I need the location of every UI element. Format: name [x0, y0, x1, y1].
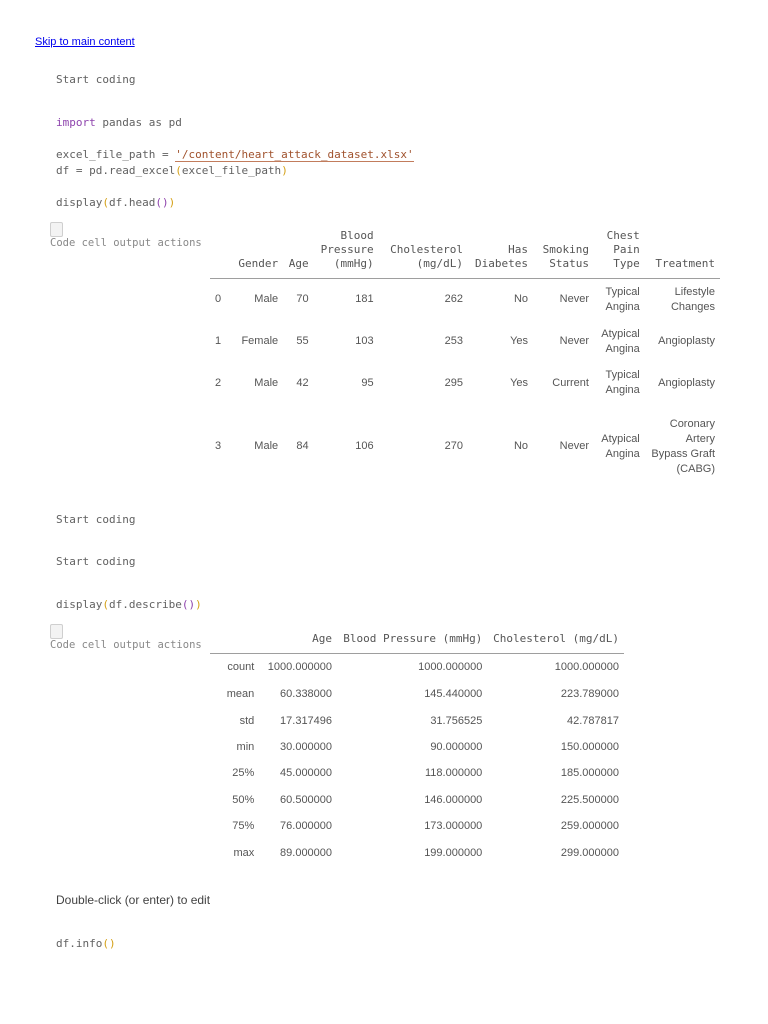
cell-blood-pressure: 103	[355, 335, 374, 347]
display-describe-line[interactable]	[56, 597, 202, 613]
cell-blood-pressure: 95	[361, 376, 374, 389]
cell-treatment: Angioplasty	[658, 376, 715, 389]
cell-blood-pressure: 106	[355, 440, 374, 452]
cell-cholesterol: 185.000000	[560, 767, 619, 780]
read-open-paren: (	[175, 164, 182, 177]
cell-age: 42	[296, 376, 309, 389]
output-actions-button[interactable]	[50, 222, 63, 237]
cell-age: 30.000000	[280, 740, 333, 753]
cell-gender: Male	[254, 376, 279, 389]
cell-blood-pressure: 145.440000	[424, 688, 483, 701]
df-info-prefix: df.info	[56, 937, 103, 950]
table-row	[210, 761, 624, 787]
cell-cholesterol: 223.789000	[560, 688, 619, 701]
row-stat-label: std	[239, 714, 255, 727]
display-head-close: )	[168, 196, 176, 209]
cell-blood-pressure: 199.000000	[424, 846, 483, 859]
table-row	[210, 708, 624, 734]
cell-cholesterol: 262	[444, 293, 464, 306]
import-line[interactable]	[56, 115, 182, 131]
df-info-parens: ()	[102, 937, 116, 950]
cell-chest-pain-type: Atypical Angina	[601, 327, 640, 355]
row-index: 1	[215, 335, 222, 347]
cell-chest-pain-type: Atypical Angina	[601, 432, 640, 460]
column-header-age: Age	[259, 632, 337, 654]
cell-chest-pain-type: Typical Angina	[605, 285, 640, 313]
cell-blood-pressure: 146.000000	[424, 793, 483, 806]
row-index: 2	[215, 376, 222, 389]
path-prefix: excel_file_path =	[56, 148, 176, 161]
row-stat-label: mean	[226, 688, 255, 701]
table-row	[210, 321, 720, 363]
cell-treatment: Lifestyle Changes	[670, 285, 715, 313]
start-coding-placeholder[interactable]: Start coding	[56, 513, 136, 526]
cell-age: 76.000000	[280, 820, 333, 833]
cell-blood-pressure: 173.000000	[424, 820, 483, 833]
cell-age: 70	[296, 293, 309, 306]
cell-smoking-status: Never	[559, 335, 589, 347]
cell-cholesterol: 225.500000	[560, 793, 619, 806]
display-head-prefix: display	[56, 196, 103, 209]
start-coding-placeholder[interactable]: Start coding	[56, 555, 136, 568]
path-string: '/content/heart_attack_dataset.xlsx'	[175, 148, 414, 161]
table-row	[210, 404, 720, 490]
row-stat-label: count	[227, 661, 255, 674]
table-row	[210, 279, 720, 321]
cell-treatment: Coronary Artery Bypass Graft (CABG)	[651, 417, 715, 475]
row-stat-label: min	[236, 740, 255, 753]
cell-has-diabetes: No	[513, 440, 529, 452]
skip-to-main-content-link[interactable]: Skip to main content	[35, 36, 135, 48]
column-header-cholesterol: Cholesterol (mg/dL)	[379, 229, 468, 279]
cell-smoking-status: Current	[552, 376, 589, 389]
table-row	[210, 813, 624, 839]
display-describe-open: (	[102, 598, 109, 611]
column-header-smoking-status: Smoking Status	[533, 229, 594, 279]
import-keyword: import	[56, 116, 96, 129]
display-head-inner: df.head	[108, 196, 156, 209]
index-header	[210, 632, 259, 654]
display-describe-close: )	[195, 598, 202, 611]
import-rest: pandas as pd	[95, 116, 182, 129]
output-actions-label: Code cell output actions	[50, 639, 202, 651]
cell-cholesterol: 150.000000	[560, 740, 619, 753]
cell-blood-pressure: 90.000000	[430, 740, 483, 753]
cell-age: 17.317496	[280, 714, 333, 727]
table-row	[210, 654, 624, 682]
column-header-gender: Gender	[228, 229, 283, 279]
read-excel-line[interactable]	[56, 163, 288, 179]
cell-treatment: Angioplasty	[658, 335, 715, 347]
display-describe-prefix: display	[56, 598, 103, 611]
column-header-cholesterol: Cholesterol (mg/dL)	[487, 632, 624, 654]
df-info-line[interactable]	[56, 936, 116, 952]
cell-age: 60.500000	[280, 793, 333, 806]
read-close-paren: )	[281, 164, 288, 177]
cell-age: 1000.000000	[267, 661, 333, 674]
index-header	[210, 229, 228, 279]
output-actions-button[interactable]	[50, 624, 63, 639]
cell-has-diabetes: No	[513, 293, 529, 306]
display-head-open: (	[102, 196, 109, 209]
cell-smoking-status: Never	[559, 293, 589, 306]
column-header-treatment: Treatment	[645, 229, 720, 279]
cell-has-diabetes: Yes	[510, 335, 529, 347]
cell-gender: Female	[241, 335, 279, 347]
path-line[interactable]	[56, 147, 414, 163]
row-stat-label: max	[233, 846, 255, 859]
display-describe-inner: df.describe	[108, 598, 182, 611]
column-header-age: Age	[283, 229, 313, 279]
cell-blood-pressure: 118.000000	[425, 767, 483, 780]
read-prefix: df = pd.read_excel	[56, 164, 176, 177]
read-arg: excel_file_path	[181, 164, 282, 177]
table-row	[210, 734, 624, 760]
cell-gender: Male	[254, 440, 279, 452]
markdown-cell-placeholder[interactable]: Double-click (or enter) to edit	[56, 893, 211, 907]
start-coding-placeholder[interactable]: Start coding	[56, 73, 136, 86]
code-cell-output-actions[interactable]	[50, 624, 210, 651]
cell-has-diabetes: Yes	[510, 376, 529, 389]
describe-dataframe-table	[210, 632, 624, 866]
row-stat-label: 25%	[232, 767, 255, 780]
code-cell-output-actions[interactable]	[50, 222, 210, 249]
cell-age: 45.000000	[280, 767, 333, 780]
cell-age: 89.000000	[280, 846, 333, 859]
cell-cholesterol: 253	[444, 335, 464, 347]
table-row	[210, 363, 720, 404]
cell-cholesterol: 42.787817	[567, 714, 619, 727]
cell-cholesterol: 270	[444, 440, 464, 452]
cell-cholesterol: 295	[444, 376, 464, 389]
column-header-chest-pain-type: Chest Pain Type	[594, 229, 645, 279]
row-index: 3	[215, 440, 222, 452]
table-row	[210, 787, 624, 813]
cell-age: 84	[296, 440, 309, 452]
cell-blood-pressure: 31.756525	[430, 714, 483, 727]
cell-age: 55	[296, 335, 309, 347]
cell-gender: Male	[254, 293, 279, 306]
display-describe-inner-parens: ()	[181, 598, 196, 611]
table-header-row	[210, 632, 624, 654]
head-dataframe-table	[210, 229, 720, 490]
cell-chest-pain-type: Typical Angina	[605, 369, 640, 396]
cell-cholesterol: 1000.000000	[554, 661, 619, 674]
table-row	[210, 682, 624, 708]
display-head-line[interactable]	[56, 195, 175, 211]
column-header-has-diabetes: Has Diabetes	[468, 229, 533, 279]
output-actions-label: Code cell output actions	[50, 237, 202, 249]
display-head-inner-parens: ()	[155, 196, 169, 209]
column-header-blood-pressure: Blood Pressure (mmHg)	[337, 632, 487, 654]
row-stat-label: 75%	[232, 820, 255, 833]
column-header-blood-pressure: Blood Pressure (mmHg)	[314, 229, 379, 279]
table-row	[210, 840, 624, 866]
table-header-row	[210, 229, 720, 279]
cell-blood-pressure: 181	[355, 293, 374, 306]
cell-smoking-status: Never	[559, 440, 589, 452]
cell-blood-pressure: 1000.000000	[418, 661, 483, 674]
cell-cholesterol: 299.000000	[560, 846, 619, 859]
row-index: 0	[215, 293, 222, 306]
cell-cholesterol: 259.000000	[560, 820, 619, 833]
row-stat-label: 50%	[232, 793, 255, 806]
cell-age: 60.338000	[280, 688, 333, 701]
